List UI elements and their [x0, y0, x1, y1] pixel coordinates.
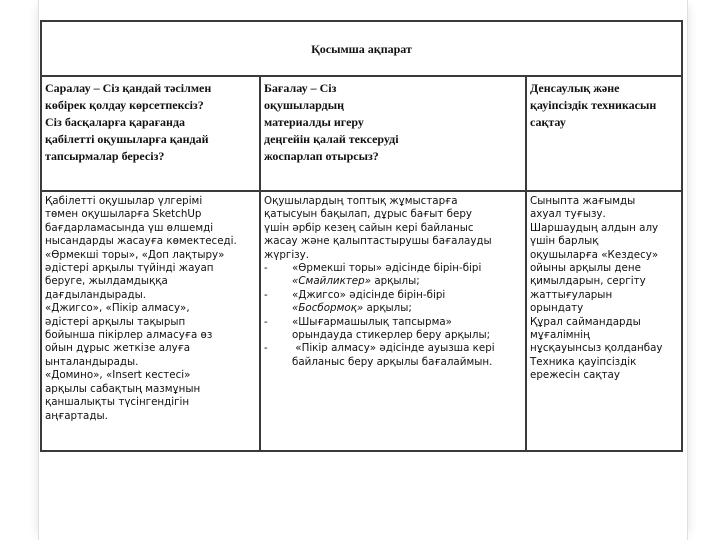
text-line: жаттығуларын [530, 288, 613, 301]
table-title: Қосымша ақпарат [41, 21, 682, 76]
text-line: Техника қауіпсіздік [530, 355, 637, 368]
cell-health-safety [526, 191, 682, 451]
cell-differentiation [41, 191, 260, 451]
text-line: жасау және қалыптастырушы бағалауды [264, 235, 492, 248]
text-line: «Домино», «Insert кестесі» [45, 369, 191, 382]
list-item [264, 316, 522, 329]
list-item-continuation: «Смайликтер» арқылы; [292, 275, 420, 288]
text-line: бағдарламасында үш өлшемді [45, 221, 214, 234]
list-item [264, 289, 522, 302]
text-line: төмен оқушыларға SketchUp [45, 208, 202, 221]
text-line: оқушыларға «Кездесу» [530, 248, 659, 261]
text-line: нұсқауынсыз қолданбау [530, 342, 663, 355]
text-line: жүргізу. [264, 248, 310, 261]
text-line: ойын дұрыс жеткізе алуға [45, 342, 191, 355]
text-line: Қабілетті оқушылар үлгерімі [45, 195, 203, 207]
header-line: деңгейін қалай тексеруді [264, 132, 399, 146]
text-line: беруге, жылдамдыққа [45, 275, 168, 288]
text-line: үшін барлық [530, 235, 599, 248]
header-health-safety [526, 76, 682, 191]
header-line: оқушылардың [264, 98, 345, 112]
text-line: ахуал туғызу. [530, 208, 606, 221]
text-line: дағдыландырады. [45, 288, 146, 301]
text-line: «Өрмекші торы», «Доп лақтыру» [45, 248, 225, 261]
list-item-text: «Шығармашылық тапсырма» [292, 315, 452, 328]
list-item-continuation: орындауда стикерлер беру арқылы; [292, 329, 491, 342]
list-item-text: «Джигсо» әдісінде бірін-бірі [292, 288, 446, 301]
header-line: тапсырмалар бересіз? [45, 149, 165, 163]
text-line: Оқушылардың топтық жұмыстарға [264, 195, 458, 207]
text-line: әдістері арқылы тақырып [45, 315, 186, 328]
text-line: қимылдарын, сергіту [530, 275, 646, 288]
dash-bullet: - [264, 262, 268, 275]
header-line: сақтау [530, 115, 566, 129]
header-line: материалды игеру [264, 115, 364, 129]
text-line: бойынша пікірлер алмасуға өз [45, 329, 213, 342]
header-differentiation [41, 76, 260, 191]
header-line: Саралау – Сіз қандай тәсілмен [45, 81, 212, 95]
list-item-continuation: «Босбормоқ» арқылы; [292, 302, 412, 315]
header-line: Денсаулық және [530, 81, 620, 95]
text-line: «Джигсо», «Пікір алмасу», [45, 302, 190, 315]
header-line: Бағалау – Сіз [264, 81, 337, 95]
header-line: қабілетті оқушыларға қандай [45, 132, 209, 146]
text-line: әдістері арқылы түйінді жауап [45, 262, 214, 275]
dash-bullet: - [264, 342, 268, 355]
text-line: қатысуын бақылап, дұрыс бағыт беру [264, 208, 472, 221]
text-line: ынталандырады. [45, 355, 139, 368]
dash-bullet: - [264, 288, 268, 301]
text-line: мұғалімнің [530, 329, 590, 342]
text-line: Құрал саймандарды [530, 315, 641, 328]
header-line: көбірек қолдау көрсетпексіз? [45, 98, 204, 112]
text-line: аңғартады. [45, 409, 108, 422]
info-table [40, 20, 683, 452]
text-line: орындату [530, 302, 584, 315]
text-line: ойыны арқылы дене [530, 262, 641, 275]
text-line: нысандарды жасауға көмектеседі. [45, 235, 237, 248]
text-line: үшін әрбір кезең сайын кері байланыс [264, 221, 474, 234]
text-line: арқылы сабақтың мазмұнын [45, 382, 201, 395]
list-item-continuation: байланыс беру арқылы бағалаймын. [292, 355, 493, 368]
text-line: ережесін сақтау [530, 369, 620, 382]
list-item-text: «Пікір алмасу» әдісінде ауызша кері [292, 342, 495, 355]
header-line: қауіпсіздік техникасын [530, 98, 657, 112]
list-item [264, 262, 522, 275]
header-line: Сіз басқаларға қарағанда [45, 115, 186, 129]
list-item-text: «Өрмекші торы» әдісінде бірін-бірі [292, 262, 482, 275]
text-line: Сыныпта жағымды [530, 195, 636, 207]
header-line: жоспарлап отырсыз? [264, 149, 379, 163]
text-line: қаншалықты түсінгендігін [45, 396, 190, 409]
dash-bullet: - [264, 315, 268, 328]
cell-assessment [260, 191, 526, 451]
list-item [264, 342, 522, 355]
header-assessment [260, 76, 526, 191]
text-line: Шаршаудың алдын алу [530, 221, 659, 234]
